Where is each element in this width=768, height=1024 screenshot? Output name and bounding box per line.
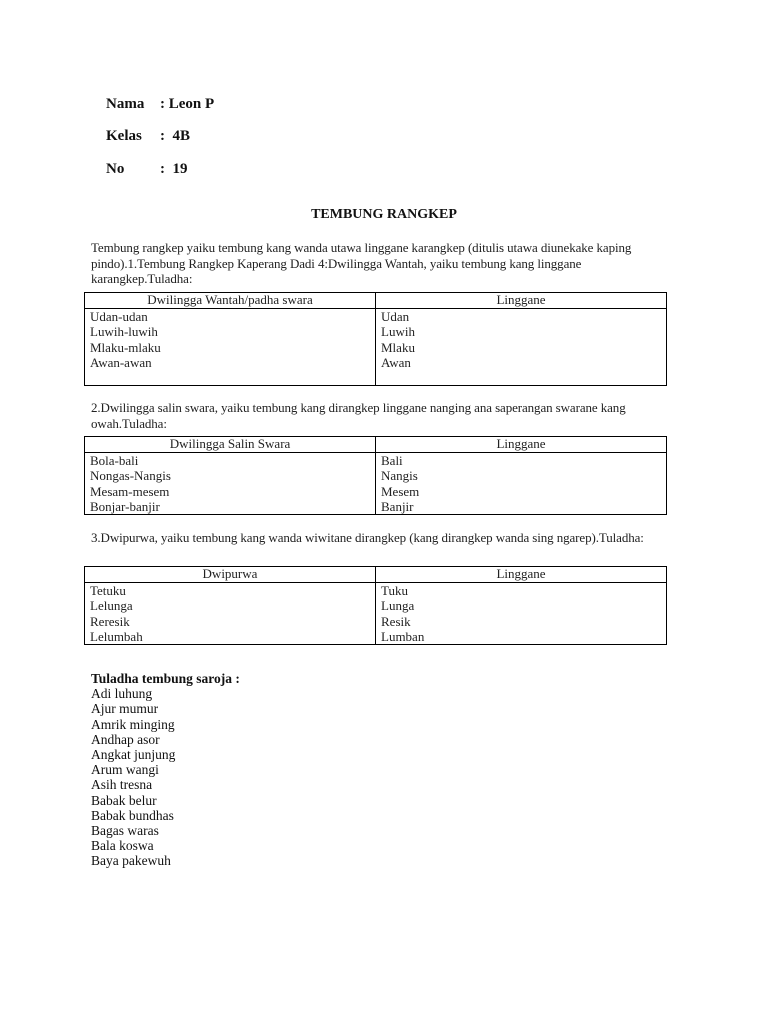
table2-header-word: Dwilingga Salin Swara: [85, 437, 376, 453]
list-item: Ajur mumur: [91, 701, 159, 717]
table-cell: Nangis: [381, 468, 418, 484]
name-label: Nama: [106, 96, 145, 112]
table-cell: Bonjar-banjir: [90, 498, 160, 514]
number-value: 19: [172, 161, 188, 177]
table-cell: Bali: [381, 453, 403, 468]
table1-words-cell: [85, 309, 376, 386]
list-item: Babak belur: [91, 792, 157, 808]
table-dwilingga-wantah: [84, 292, 667, 386]
paragraph-salin-swara: 2.Dwilingga salin swara, yaiku tembung kang dirangkep linggane nanging ana saperangan swarane kang owah.Tuladha:: [91, 400, 626, 431]
table3-words-cell: [85, 583, 376, 645]
list-item: Bala koswa: [91, 838, 154, 854]
table-cell: Tetuku: [90, 583, 126, 598]
table-dwilingga-salin-swara: [84, 436, 667, 515]
list-item: Andhap asor: [91, 731, 160, 747]
saroja-section: [91, 671, 240, 869]
table-cell: Udan: [381, 309, 410, 324]
table-cell: Awan-awan: [90, 354, 152, 370]
class-label: Kelas: [106, 128, 142, 144]
paragraph-dwipurwa: 3.Dwipurwa, yaiku tembung kang wanda wiwitane dirangkep (kang dirangkep wanda sing ngarep).Tuladha:: [91, 530, 644, 545]
table-cell: Mesem: [381, 483, 420, 499]
table3-header-root: Linggane: [376, 567, 667, 583]
number-row: [91, 144, 188, 195]
class-separator: :: [160, 128, 173, 144]
table-cell: Lelunga: [90, 598, 133, 614]
table1-header-root: Linggane: [376, 293, 667, 309]
list-item: Adi luhung: [91, 686, 153, 702]
document-title: TEMBUNG RANGKEP: [311, 207, 457, 222]
table2-roots-cell: [376, 453, 667, 515]
table-cell: Mlaku-mlaku: [90, 339, 161, 355]
table-cell: Awan: [381, 354, 411, 370]
table1-header-word: Dwilingga Wantah/padha swara: [85, 293, 376, 309]
table-cell: Udan-udan: [90, 309, 148, 324]
name-value: Leon P: [168, 96, 215, 112]
table-cell: Luwih: [381, 324, 415, 340]
table-dwipurwa: [84, 566, 667, 645]
list-item: Babak bundhas: [91, 807, 174, 823]
table-cell: Reresik: [90, 613, 130, 629]
number-separator: :: [160, 161, 173, 177]
table-cell: Banjir: [381, 498, 414, 514]
list-item: Arum wangi: [91, 762, 159, 778]
list-item: Baya pakewuh: [91, 853, 171, 869]
table-cell: Lumban: [381, 628, 425, 644]
intro-paragraph: Tembung rangkep yaiku tembung kang wanda utawa linggane karangkep (ditulis utawa diunekake kaping pindo).1.Tembung Rangkep Kaperang Dadi 4:Dwilingga Wantah, yaiku tembung kang linggane karangkep.Tuladha:: [91, 240, 632, 286]
saroja-heading: Tuladha tembung saroja :: [91, 671, 240, 686]
class-value: 4B: [172, 128, 191, 144]
table-cell: Lunga: [381, 598, 415, 614]
table-cell: Bola-bali: [90, 453, 139, 468]
table-cell: Nongas-Nangis: [90, 468, 171, 484]
name-separator: :: [160, 96, 169, 112]
list-item: Asih tresna: [91, 777, 153, 793]
number-label: No: [106, 161, 125, 177]
table-cell: Mesam-mesem: [90, 483, 170, 499]
list-item: Bagas waras: [91, 823, 159, 839]
table3-header-word: Dwipurwa: [85, 567, 376, 583]
list-item: Angkat junjung: [91, 747, 176, 763]
table1-roots-cell: [376, 309, 667, 386]
table2-words-cell: [85, 453, 376, 515]
table2-header-root: Linggane: [376, 437, 667, 453]
table-cell: Tuku: [381, 583, 408, 598]
table-cell: Luwih-luwih: [90, 324, 158, 340]
table-cell: Mlaku: [381, 339, 415, 355]
table3-roots-cell: [376, 583, 667, 645]
table-cell: Resik: [381, 613, 411, 629]
table-cell: Lelumbah: [90, 628, 143, 644]
list-item: Amrik minging: [91, 716, 175, 732]
